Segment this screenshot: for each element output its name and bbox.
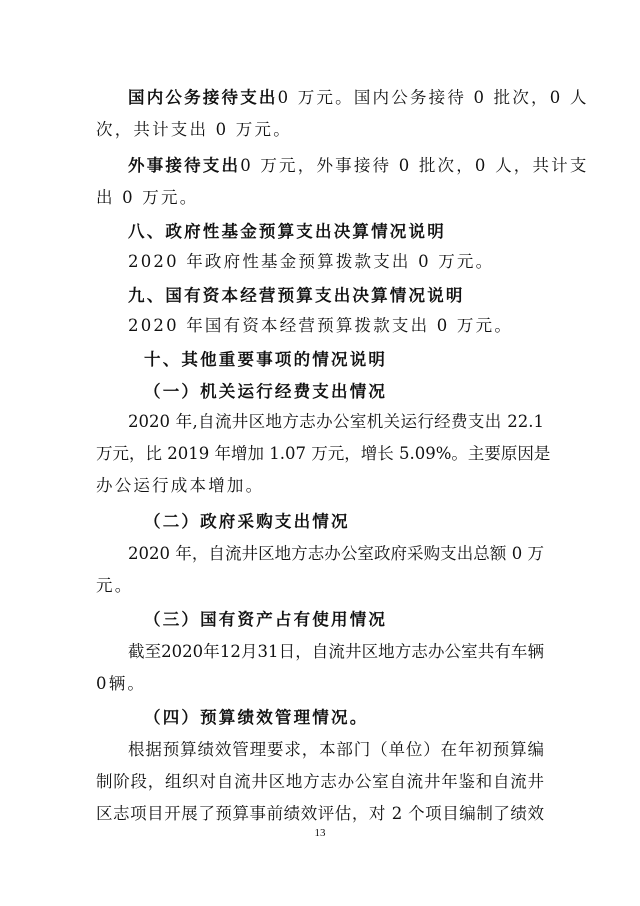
paragraph-gov-fund: 2020 年政府性基金预算拨款支出 0 万元。	[128, 252, 495, 271]
paragraph-state-capital: 2020 年国有资本经营预算拨款支出 0 万元。	[128, 316, 514, 335]
paragraph-performance-line1: 根据预算绩效管理要求，本部门（单位）在年初预算编	[128, 740, 544, 759]
subheading-10-2: （二）政府采购支出情况	[144, 512, 350, 531]
paragraph-performance-line3: 区志项目开展了预算事前绩效评估，对 2 个项目编制了绩效	[96, 804, 544, 823]
paragraph-assets-line2: 0辆。	[96, 674, 147, 693]
section-heading-10: 十、其他重要事项的情况说明	[144, 350, 388, 369]
paragraph-foreign-reception-line1	[128, 156, 589, 176]
paragraph-operating-cost-line3: 办公运行成本增加。	[96, 476, 265, 495]
paragraph-procurement-line1: 2020 年，自流井区地方志办公室政府采购支出总额 0 万	[128, 544, 544, 563]
paragraph-operating-cost-line1: 2020 年,自流井区地方志办公室机关运行经费支出 22.1	[128, 412, 544, 431]
subheading-10-1: （一）机关运行经费支出情况	[144, 382, 388, 401]
domestic-reception-heading: 国内公务接待支出	[128, 88, 278, 107]
page-number: 13	[314, 827, 326, 839]
paragraph-foreign-reception-line2: 出 0 万元。	[96, 188, 199, 207]
paragraph-domestic-reception-line1	[128, 88, 589, 108]
paragraph-domestic-reception-line2: 次，共计支出 0 万元。	[96, 120, 292, 139]
paragraph-assets-line1: 截至2020年12月31日，自流井区地方志办公室共有车辆	[128, 642, 544, 661]
section-heading-8: 八、政府性基金预算支出决算情况说明	[128, 222, 446, 241]
paragraph-performance-line2: 制阶段，组织对自流井区地方志办公室自流井年鉴和自流井	[96, 772, 544, 791]
domestic-reception-text: 0 万元。国内公务接待 0 批次，0 人	[277, 88, 589, 107]
foreign-reception-heading: 外事接待支出	[128, 156, 241, 175]
paragraph-operating-cost-line2: 万元，比 2019 年增加 1.07 万元，增长 5.09%。主要原因是	[96, 444, 551, 463]
section-heading-9: 九、国有资本经营预算支出决算情况说明	[128, 286, 465, 305]
subheading-10-4: （四）预算绩效管理情况。	[144, 708, 369, 727]
foreign-reception-text: 0 万元，外事接待 0 批次，0 人，共计支	[240, 156, 589, 175]
subheading-10-3: （三）国有资产占有使用情况	[144, 610, 388, 629]
paragraph-procurement-line2: 元。	[96, 576, 134, 595]
